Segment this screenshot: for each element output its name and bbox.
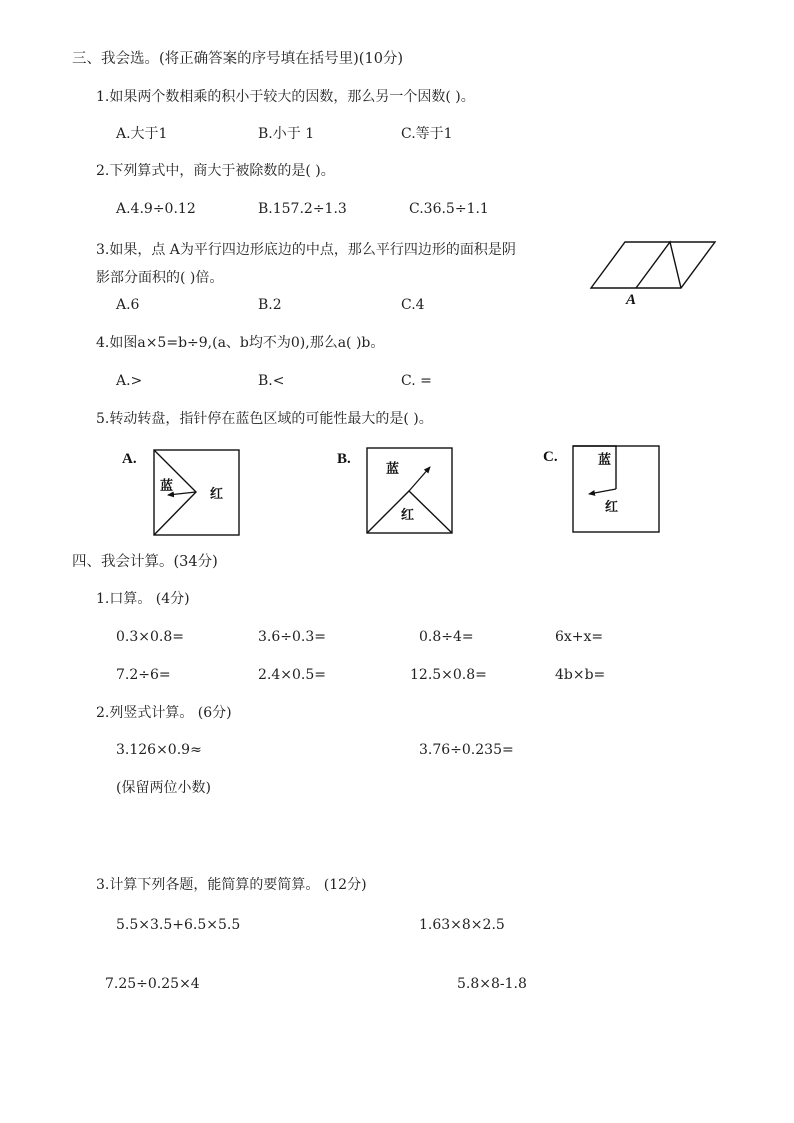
- q2-stem: 2.下列算式中，商大于被除数的是( )。: [96, 163, 335, 179]
- section3-title: 三、我会选。(将正确答案的序号填在括号里)(10分): [72, 51, 404, 67]
- spinner-b-figure: [335, 446, 460, 538]
- p3-r2-c1: 7.25÷0.25×4: [105, 976, 200, 992]
- spinner-c-figure: [541, 444, 666, 536]
- q3-stem-line2: 影部分面积的( )倍。: [96, 270, 224, 286]
- spinner-b-label: B.: [337, 451, 351, 467]
- spinner-c-label: C.: [543, 449, 558, 465]
- q1-option-a: A.大于1: [116, 126, 168, 142]
- q1-stem: 1.如果两个数相乘的积小于较大的因数，那么另一个因数( )。: [96, 89, 475, 105]
- parallelogram-figure: [585, 236, 725, 308]
- p2-note: (保留两位小数): [116, 780, 211, 796]
- p2-title: 2.列竖式计算。 (6分): [96, 705, 232, 721]
- point-a-label: A: [626, 292, 637, 308]
- spinner-b-red: 红: [401, 508, 415, 523]
- p1-r1-c1: 0.3×0.8=: [116, 629, 184, 645]
- p1-r2-c1: 7.2÷6=: [116, 667, 171, 683]
- p2-item-2: 3.76÷0.235=: [419, 742, 514, 758]
- p3-r2-c2: 5.8×8-1.8: [457, 976, 527, 992]
- q4-option-a: A.>: [116, 373, 143, 389]
- q5-stem: 5.转动转盘，指针停在蓝色区域的可能性最大的是( )。: [96, 411, 433, 427]
- q3-option-a: A.6: [116, 297, 140, 313]
- spinner-c-blue: 蓝: [598, 453, 612, 468]
- spinner-b-blue: 蓝: [386, 462, 400, 477]
- p1-r2-c4: 4b×b=: [555, 667, 606, 683]
- spinner-a-red: 红: [210, 487, 224, 502]
- spinner-a-label: A.: [122, 451, 137, 467]
- q4-stem: 4.如图a×5=b÷9,(a、b均不为0),那么a( )b。: [96, 335, 385, 351]
- p3-title: 3.计算下列各题，能简算的要简算。 (12分): [96, 877, 367, 893]
- q3-stem-line1: 3.如果，点 A为平行四边形底边的中点，那么平行四边形的面积是阴: [96, 242, 516, 258]
- q3-option-c: C.4: [401, 297, 425, 313]
- p3-r1-c2: 1.63×8×2.5: [419, 917, 505, 933]
- p1-r1-c4: 6x+x=: [555, 629, 604, 645]
- q1-option-c: C.等于1: [401, 126, 453, 142]
- q4-option-c: C. =: [401, 373, 432, 389]
- q1-option-b: B.小于 1: [258, 126, 315, 142]
- section4-title: 四、我会计算。(34分): [72, 554, 218, 570]
- q2-option-a: A.4.9÷0.12: [116, 201, 196, 217]
- p1-r1-c2: 3.6÷0.3=: [258, 629, 326, 645]
- p2-item-1: 3.126×0.9≈: [116, 742, 202, 758]
- p1-r2-c3: 12.5×0.8=: [410, 667, 487, 683]
- p1-r1-c3: 0.8÷4=: [419, 629, 474, 645]
- p3-r1-c1: 5.5×3.5+6.5×5.5: [116, 917, 241, 933]
- q4-option-b: B.<: [258, 373, 285, 389]
- p1-title: 1.口算。 (4分): [96, 591, 190, 607]
- spinner-a-blue: 蓝: [160, 479, 174, 494]
- q2-option-c: C.36.5÷1.1: [409, 201, 489, 217]
- q2-option-b: B.157.2÷1.3: [258, 201, 347, 217]
- q3-option-b: B.2: [258, 297, 282, 313]
- spinner-a-figure: [120, 446, 245, 538]
- spinner-c-red: 红: [605, 500, 619, 515]
- p1-r2-c2: 2.4×0.5=: [258, 667, 326, 683]
